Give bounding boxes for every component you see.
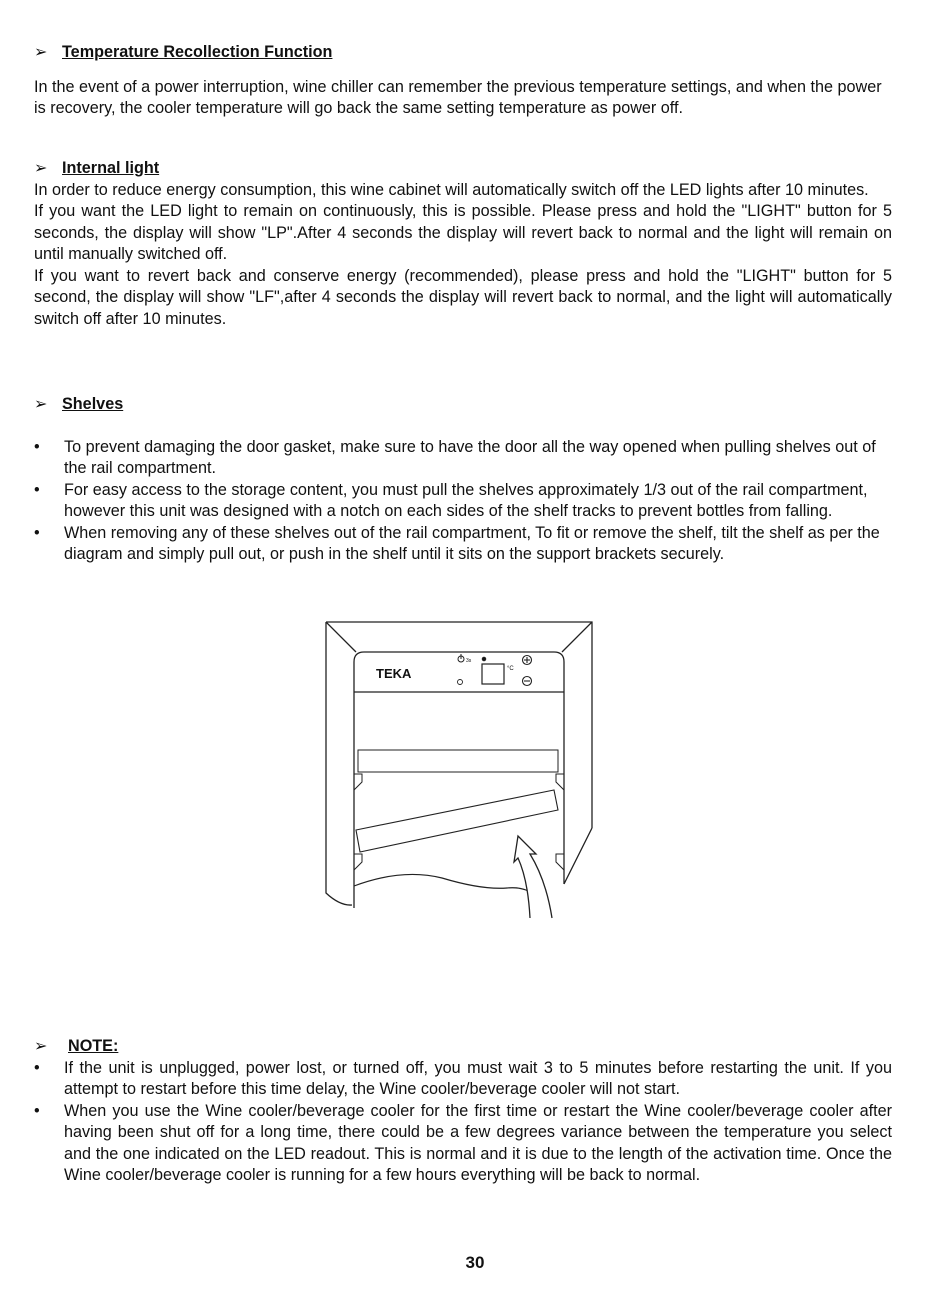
list-item (34, 437, 892, 480)
list-item-text: If the unit is unplugged, power lost, or turned off, you must wait 3 to 5 minutes before restarting the unit. If you attempt to restart before this time delay, the Wine cooler/beverage cooler will not start. (64, 1058, 892, 1098)
rail-notch-left (354, 774, 362, 790)
section-internal-light (34, 158, 892, 330)
section-heading (34, 158, 892, 180)
section-title: Shelves (62, 395, 124, 413)
bullet-list (34, 437, 892, 566)
bullet-dot-icon: • (34, 523, 40, 542)
bullet-dot-icon: • (34, 480, 40, 499)
section-heading (34, 42, 892, 64)
body-paragraph: If you want the LED light to remain on continuously, this is possible. Please press and hold the "LIGHT" button for 5 seconds, the display will show "LP".After 4 seconds the display will revert back to normal and the light will remain on until manually switched off. (34, 202, 892, 263)
page-number: 30 (465, 1253, 485, 1272)
frame-bevel-right (562, 622, 592, 652)
list-item (34, 480, 892, 523)
section-heading (34, 394, 892, 416)
list-item (34, 1058, 892, 1101)
body-paragraph: In the event of a power interruption, wine chiller can remember the previous temperature settings, and when the power is recovery, the cooler temperature will go back the same setting temperature as power off. (34, 77, 882, 117)
brand-logo: TEKA (376, 666, 412, 681)
rail-notch-right-lower (556, 854, 564, 870)
bullet-list (34, 1058, 892, 1187)
arrow-bullet-icon: ➢ (34, 43, 48, 61)
arrow-bullet-icon: ➢ (34, 159, 48, 177)
arrow-bullet-icon: ➢ (34, 395, 48, 413)
section-note (34, 1036, 892, 1187)
section-temperature-recollection (34, 42, 892, 120)
tilted-shelf (356, 790, 558, 852)
bullet-dot-icon: • (34, 1058, 40, 1077)
cabinet-left-edge (326, 622, 352, 905)
led-display (482, 664, 504, 684)
list-item-text: When removing any of these shelves out of the rail compartment, To fit or remove the shelf, tilt the shelf as per the diagram and simply pull out, or push in the shelf until it sits on the support brackets securely. (64, 523, 880, 563)
indicator-dot (482, 657, 485, 660)
section-heading (34, 1036, 892, 1058)
unit-label: °C (507, 666, 514, 672)
section-title: NOTE: (68, 1037, 119, 1055)
top-shelf (358, 750, 558, 772)
list-item (34, 523, 892, 566)
section-shelves (34, 394, 892, 566)
arrow-bullet-icon: ➢ (34, 1037, 48, 1055)
shelf-removal-diagram (322, 618, 594, 920)
body-paragraph: In order to reduce energy consumption, this wine cabinet will automatically switch off the LED lights after 10 minutes. (34, 180, 869, 199)
list-item (34, 1101, 892, 1187)
frame-bevel-left (326, 622, 356, 652)
timer-label: 3s (466, 658, 472, 664)
body-paragraph: If you want to revert back and conserve energy (recommended), please press and hold the "LIGHT" button for 5 second, the display will show "LF",after 4 seconds the display will revert back to normal, and the light will automatically switch off after 10 minutes. (34, 266, 892, 328)
list-item-text: To prevent damaging the door gasket, make sure to have the door all the way opened when pulling shelves out of the rail compartment. (64, 437, 876, 477)
cabinet-outer-frame (326, 622, 592, 828)
rail-notch-right (556, 774, 564, 790)
section-title: Internal light (62, 159, 160, 177)
list-item-text: When you use the Wine cooler/beverage cooler for the first time or restart the Wine cooler/beverage cooler after having been shut off for a long time, there could be a few degrees variance between the temperature you select and the one indicated on the LED readout. This is normal and it is due to the length of the activation time. Once the Wine cooler/beverage cooler is running for a few hours everything will be back to normal. (64, 1101, 892, 1184)
list-item-text: For easy access to the storage content, you must pull the shelves approximately 1/3 out of the rail compartment, however this unit was designed with a notch on each sides of the shelf tracks to prevent bottles from falling. (64, 480, 868, 520)
tilt-direction-arrow-icon (514, 836, 552, 918)
section-title: Temperature Recollection Function (62, 43, 333, 61)
cutaway-edge (354, 874, 537, 918)
light-bulb-icon (458, 680, 463, 685)
rail-notch-left-lower (354, 854, 362, 870)
bullet-dot-icon: • (34, 437, 40, 456)
bullet-dot-icon: • (34, 1101, 40, 1120)
cabinet-inner-right (564, 828, 592, 884)
